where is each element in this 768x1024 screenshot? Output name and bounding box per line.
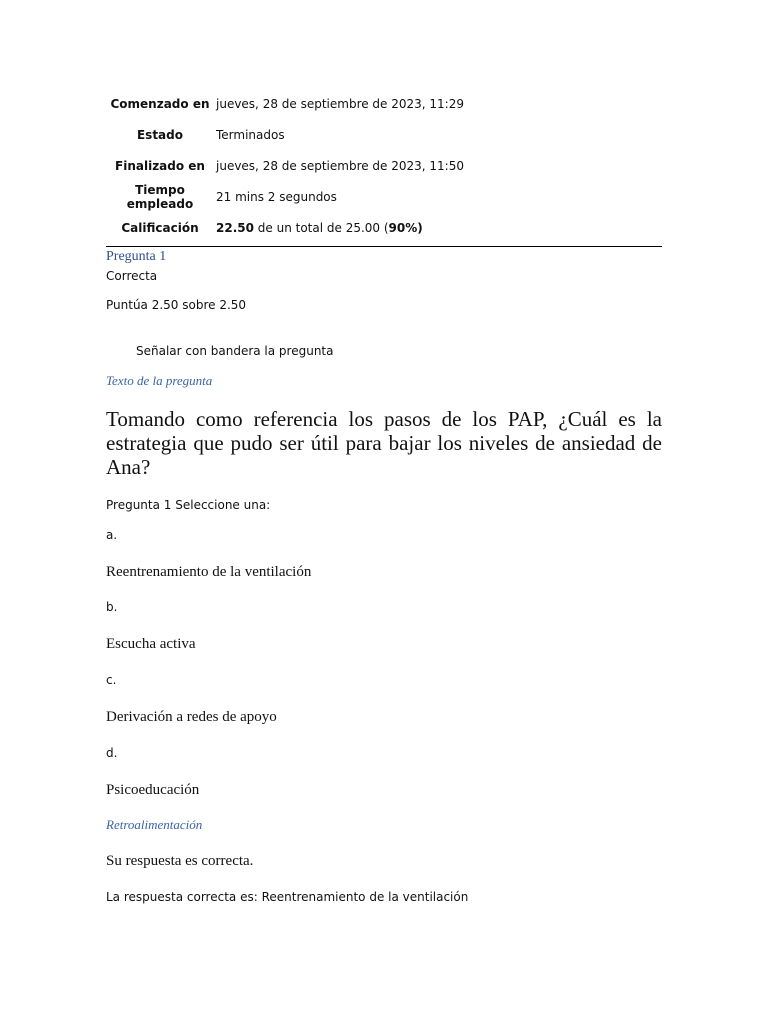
option-c-text[interactable]: Derivación a redes de apoyo bbox=[106, 709, 277, 725]
question-points: Puntúa 2.50 sobre 2.50 bbox=[106, 298, 247, 312]
option-b-text[interactable]: Escucha activa bbox=[106, 636, 196, 652]
summary-label: Comenzado en bbox=[110, 96, 210, 111]
grade-percent-suffix: %) bbox=[405, 220, 423, 235]
summary-label: Tiempo empleado bbox=[126, 182, 194, 211]
option-b-letter[interactable]: b. bbox=[106, 600, 118, 614]
question-prompt: Pregunta 1 Seleccione una: bbox=[106, 498, 271, 512]
attempt-summary-table bbox=[106, 88, 662, 243]
feedback-correct-answer: La respuesta correcta es: Reentrenamiento de la ventilación bbox=[106, 890, 469, 904]
grade-total: de un total de 25.00 ( bbox=[253, 220, 389, 235]
grade-score: 22.50 bbox=[216, 220, 254, 235]
summary-row-time-taken bbox=[106, 181, 662, 212]
question-text-heading: Texto de la pregunta bbox=[106, 373, 213, 388]
option-c-letter[interactable]: c. bbox=[106, 673, 117, 687]
grade-percent: 90 bbox=[388, 220, 406, 235]
feedback-heading: Retroalimentación bbox=[106, 817, 203, 832]
feedback-result: Su respuesta es correcta. bbox=[106, 853, 254, 869]
option-a-letter[interactable]: a. bbox=[106, 528, 118, 542]
summary-label: Estado bbox=[136, 127, 183, 142]
summary-row-grade bbox=[106, 212, 662, 243]
option-a-text[interactable]: Reentrenamiento de la ventilación bbox=[106, 564, 312, 580]
summary-row-finished bbox=[106, 150, 662, 181]
option-d-text[interactable]: Psicoeducación bbox=[106, 782, 200, 798]
grade-value bbox=[214, 221, 423, 235]
summary-row-started bbox=[106, 88, 662, 119]
question-status: Correcta bbox=[106, 269, 158, 283]
flag-question-link[interactable]: Señalar con bandera la pregunta bbox=[136, 344, 334, 358]
summary-value: jueves, 28 de septiembre de 2023, 11:29 bbox=[216, 96, 464, 111]
summary-value: Terminados bbox=[216, 127, 285, 142]
summary-row-state bbox=[106, 119, 662, 150]
option-d-letter[interactable]: d. bbox=[106, 746, 118, 760]
summary-label: Calificación bbox=[121, 220, 199, 235]
section-divider bbox=[106, 246, 662, 247]
summary-label: Finalizado en bbox=[115, 158, 205, 173]
question-text: Tomando como referencia los pasos de los PAP, ¿Cuál es la estrategia que pudo ser útil para bajar los niveles de ansiedad de Ana? bbox=[106, 407, 662, 479]
question-title: Pregunta 1 bbox=[106, 249, 167, 264]
summary-value: jueves, 28 de septiembre de 2023, 11:50 bbox=[216, 158, 464, 173]
summary-value: 21 mins 2 segundos bbox=[216, 189, 337, 204]
